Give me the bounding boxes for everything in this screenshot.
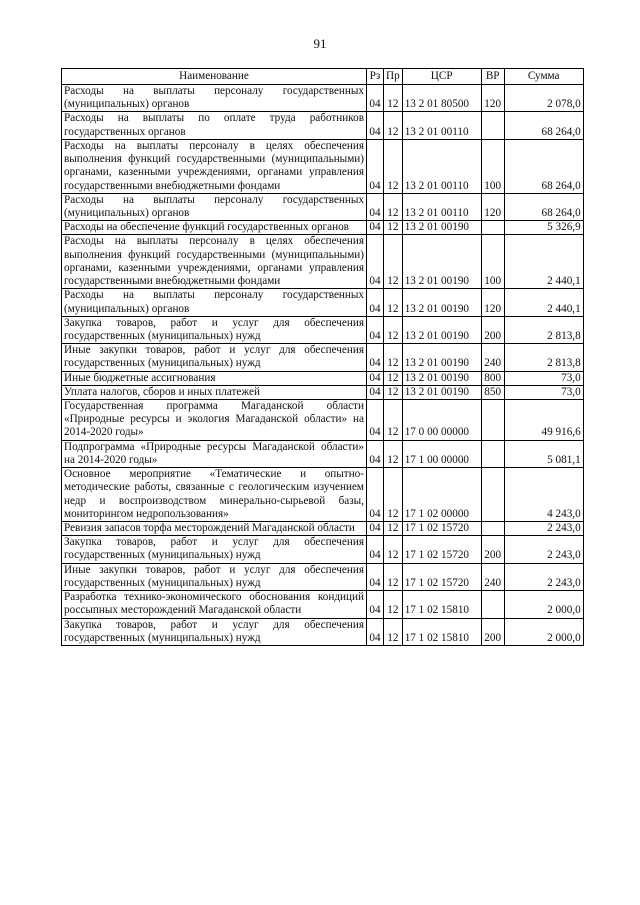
row-pr-cell: 12 [384, 112, 403, 139]
row-csr-cell: 13 2 01 00190 [402, 221, 481, 235]
row-rz-cell: 04 [367, 139, 384, 193]
row-name-cell: Расходы на выплаты персоналу в целях обеспечения выполнения функций государственными (муниципальными) органами, казенными учреждениями, органами управления государственными внебюджетными фондами [62, 139, 367, 193]
row-pr-cell: 12 [384, 193, 403, 220]
header-csr: ЦСР [402, 69, 481, 85]
table-row [62, 400, 584, 441]
row-pr-cell: 12 [384, 400, 403, 441]
row-name-cell: Закупка товаров, работ и услуг для обеспечения государственных (муниципальных) нужд [62, 316, 367, 343]
row-rz-cell: 04 [367, 344, 384, 371]
row-csr-cell: 17 1 02 15720 [402, 522, 481, 536]
row-pr-cell: 12 [384, 85, 403, 112]
row-vr-cell [481, 440, 504, 467]
row-csr-cell: 13 2 01 00190 [402, 344, 481, 371]
row-sum-cell: 49 916,6 [504, 400, 583, 441]
row-pr-cell: 12 [384, 221, 403, 235]
row-vr-cell: 120 [481, 85, 504, 112]
row-csr-cell: 17 1 02 15720 [402, 563, 481, 590]
row-name-cell: Разработка технико-экономического обоснования кондиций россыпных месторождений Магаданской области [62, 591, 367, 618]
row-sum-cell: 68 264,0 [504, 139, 583, 193]
table-row [62, 139, 584, 193]
header-name: Наименование [62, 69, 367, 85]
row-rz-cell: 04 [367, 618, 384, 645]
row-name-cell: Расходы на выплаты персоналу государственных (муниципальных) органов [62, 85, 367, 112]
row-name-cell: Государственная программа Магаданской области «Природные ресурсы и экология Магаданской области» на 2014-2020 годы» [62, 400, 367, 441]
row-name-cell: Иные закупки товаров, работ и услуг для обеспечения государственных (муниципальных) нужд [62, 344, 367, 371]
table-row [62, 85, 584, 112]
row-rz-cell: 04 [367, 316, 384, 343]
row-rz-cell: 04 [367, 289, 384, 316]
row-pr-cell: 12 [384, 289, 403, 316]
row-name-cell: Расходы на выплаты персоналу государственных (муниципальных) органов [62, 193, 367, 220]
row-csr-cell: 13 2 01 00190 [402, 235, 481, 289]
row-csr-cell: 17 1 02 00000 [402, 468, 481, 522]
row-sum-cell: 2 440,1 [504, 235, 583, 289]
row-csr-cell: 17 1 02 15810 [402, 618, 481, 645]
row-rz-cell: 04 [367, 400, 384, 441]
row-sum-cell: 73,0 [504, 385, 583, 399]
row-pr-cell: 12 [384, 385, 403, 399]
table-row [62, 468, 584, 522]
row-vr-cell [481, 221, 504, 235]
row-csr-cell: 17 1 00 00000 [402, 440, 481, 467]
row-sum-cell: 4 243,0 [504, 468, 583, 522]
row-csr-cell: 13 2 01 00190 [402, 385, 481, 399]
row-vr-cell: 240 [481, 344, 504, 371]
table-row [62, 591, 584, 618]
header-sum: Сумма [504, 69, 583, 85]
row-rz-cell: 04 [367, 112, 384, 139]
row-rz-cell: 04 [367, 85, 384, 112]
row-pr-cell: 12 [384, 316, 403, 343]
row-vr-cell [481, 522, 504, 536]
table-row [62, 371, 584, 385]
row-csr-cell: 17 1 02 15720 [402, 536, 481, 563]
row-csr-cell: 13 2 01 00110 [402, 139, 481, 193]
row-sum-cell: 2 078,0 [504, 85, 583, 112]
table-row [62, 289, 584, 316]
row-name-cell: Расходы на обеспечение функций государственных органов [62, 221, 367, 235]
table-row [62, 440, 584, 467]
row-vr-cell: 200 [481, 316, 504, 343]
row-vr-cell [481, 400, 504, 441]
row-vr-cell: 240 [481, 563, 504, 590]
row-name-cell: Расходы на выплаты персоналу в целях обеспечения выполнения функций государственными (муниципальными) органами, казенными учреждениями, органами управления государственными внебюджетными фондами [62, 235, 367, 289]
row-vr-cell: 200 [481, 536, 504, 563]
row-vr-cell [481, 112, 504, 139]
row-vr-cell: 850 [481, 385, 504, 399]
row-pr-cell: 12 [384, 536, 403, 563]
table-row [62, 618, 584, 645]
row-pr-cell: 12 [384, 591, 403, 618]
row-pr-cell: 12 [384, 618, 403, 645]
row-vr-cell [481, 468, 504, 522]
row-vr-cell: 200 [481, 618, 504, 645]
table-row [62, 522, 584, 536]
table-row [62, 385, 584, 399]
row-sum-cell: 68 264,0 [504, 193, 583, 220]
row-sum-cell: 2 243,0 [504, 563, 583, 590]
row-name-cell: Подпрограмма «Природные ресурсы Магаданской области» на 2014-2020 годы» [62, 440, 367, 467]
row-rz-cell: 04 [367, 522, 384, 536]
row-rz-cell: 04 [367, 591, 384, 618]
row-name-cell: Иные бюджетные ассигнования [62, 371, 367, 385]
row-csr-cell: 17 0 00 00000 [402, 400, 481, 441]
row-sum-cell: 2 000,0 [504, 591, 583, 618]
row-rz-cell: 04 [367, 221, 384, 235]
row-pr-cell: 12 [384, 468, 403, 522]
table-row [62, 193, 584, 220]
row-name-cell: Ревизия запасов торфа месторождений Магаданской области [62, 522, 367, 536]
row-csr-cell: 13 2 01 00190 [402, 371, 481, 385]
row-csr-cell: 13 2 01 00110 [402, 193, 481, 220]
row-name-cell: Иные закупки товаров, работ и услуг для обеспечения государственных (муниципальных) нужд [62, 563, 367, 590]
row-name-cell: Основное мероприятие «Тематические и опытно-методические работы, связанные с геологическим изучением недр и воспроизводством минерально-сырьевой базы, мониторингом недропользования» [62, 468, 367, 522]
row-sum-cell: 2 440,1 [504, 289, 583, 316]
row-csr-cell: 17 1 02 15810 [402, 591, 481, 618]
row-name-cell: Уплата налогов, сборов и иных платежей [62, 385, 367, 399]
row-rz-cell: 04 [367, 371, 384, 385]
row-pr-cell: 12 [384, 522, 403, 536]
page-number: 91 [313, 36, 327, 51]
row-sum-cell: 68 264,0 [504, 112, 583, 139]
row-rz-cell: 04 [367, 468, 384, 522]
row-pr-cell: 12 [384, 440, 403, 467]
row-sum-cell: 2 813,8 [504, 344, 583, 371]
header-pr: Пр [384, 69, 403, 85]
row-pr-cell: 12 [384, 344, 403, 371]
row-pr-cell: 12 [384, 235, 403, 289]
table-row [62, 221, 584, 235]
table-row [62, 536, 584, 563]
row-vr-cell: 120 [481, 289, 504, 316]
table-row [62, 344, 584, 371]
table-row [62, 563, 584, 590]
row-vr-cell: 800 [481, 371, 504, 385]
row-rz-cell: 04 [367, 440, 384, 467]
row-vr-cell: 100 [481, 139, 504, 193]
row-rz-cell: 04 [367, 385, 384, 399]
row-csr-cell: 13 2 01 00110 [402, 112, 481, 139]
row-sum-cell: 5 081,1 [504, 440, 583, 467]
row-name-cell: Закупка товаров, работ и услуг для обеспечения государственных (муниципальных) нужд [62, 536, 367, 563]
row-vr-cell: 120 [481, 193, 504, 220]
row-pr-cell: 12 [384, 371, 403, 385]
row-rz-cell: 04 [367, 193, 384, 220]
header-rz: Рз [367, 69, 384, 85]
table-header-row [62, 69, 584, 85]
table-row [62, 235, 584, 289]
row-rz-cell: 04 [367, 235, 384, 289]
row-name-cell: Расходы на выплаты по оплате труда работников государственных органов [62, 112, 367, 139]
row-name-cell: Закупка товаров, работ и услуг для обеспечения государственных (муниципальных) нужд [62, 618, 367, 645]
budget-table [61, 68, 584, 646]
row-sum-cell: 2 813,8 [504, 316, 583, 343]
row-sum-cell: 2 243,0 [504, 536, 583, 563]
table-row [62, 112, 584, 139]
header-vr: ВР [481, 69, 504, 85]
row-vr-cell: 100 [481, 235, 504, 289]
row-name-cell: Расходы на выплаты персоналу государственных (муниципальных) органов [62, 289, 367, 316]
row-rz-cell: 04 [367, 536, 384, 563]
row-sum-cell: 2 243,0 [504, 522, 583, 536]
row-csr-cell: 13 2 01 80500 [402, 85, 481, 112]
table-row [62, 316, 584, 343]
row-sum-cell: 2 000,0 [504, 618, 583, 645]
row-rz-cell: 04 [367, 563, 384, 590]
row-sum-cell: 73,0 [504, 371, 583, 385]
row-vr-cell [481, 591, 504, 618]
row-csr-cell: 13 2 01 00190 [402, 316, 481, 343]
row-sum-cell: 5 326,9 [504, 221, 583, 235]
row-pr-cell: 12 [384, 563, 403, 590]
row-csr-cell: 13 2 01 00190 [402, 289, 481, 316]
row-pr-cell: 12 [384, 139, 403, 193]
